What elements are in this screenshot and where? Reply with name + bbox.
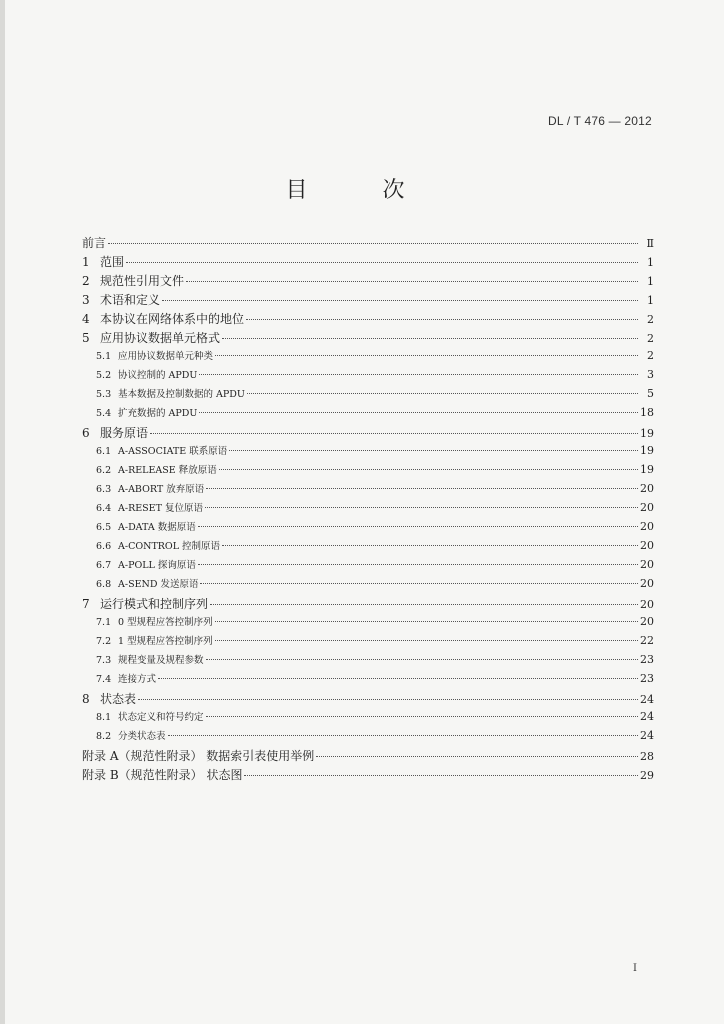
toc-entry[interactable] bbox=[82, 614, 654, 633]
toc-dot-leader bbox=[244, 774, 638, 776]
toc-dot-leader bbox=[215, 639, 638, 641]
toc-entry-page: 29 bbox=[640, 769, 654, 782]
toc-entry-label: 运行模式和控制序列 bbox=[100, 597, 209, 611]
toc-entry-page: 1 bbox=[647, 275, 654, 288]
toc-dot-leader bbox=[138, 698, 638, 700]
toc-entry-number: 6 bbox=[82, 426, 90, 440]
toc-entry-page: 3 bbox=[647, 368, 654, 381]
toc-entry-label: 0 型规程应答控制序列 bbox=[118, 617, 213, 628]
toc-dot-leader bbox=[222, 544, 638, 546]
toc-entry-page: 1 bbox=[647, 294, 654, 307]
toc-entry-label: 服务原语 bbox=[100, 426, 149, 440]
toc-entry[interactable] bbox=[82, 310, 654, 329]
toc-dot-leader bbox=[246, 318, 638, 320]
toc-entry-label: 协议控制的 APDU bbox=[118, 370, 198, 381]
toc-dot-leader bbox=[206, 487, 638, 489]
toc-dot-leader bbox=[199, 411, 638, 413]
toc-entry-page: 23 bbox=[640, 653, 654, 666]
toc-dot-leader bbox=[247, 392, 638, 394]
toc-entry[interactable] bbox=[82, 595, 654, 614]
toc-entry-number: 6.6 bbox=[96, 541, 112, 552]
toc-entry[interactable] bbox=[82, 272, 654, 291]
toc-entry[interactable] bbox=[82, 234, 654, 253]
toc-entry[interactable] bbox=[82, 576, 654, 595]
toc-entry-page: 20 bbox=[640, 482, 654, 495]
toc-entry[interactable] bbox=[82, 747, 654, 766]
toc-dot-leader bbox=[229, 449, 638, 451]
toc-dot-leader bbox=[316, 755, 638, 757]
toc-dot-leader bbox=[186, 280, 638, 282]
toc-entry[interactable] bbox=[82, 481, 654, 500]
toc-entry-number: 6.8 bbox=[96, 579, 112, 590]
toc-entry[interactable] bbox=[82, 500, 654, 519]
toc-dot-leader bbox=[158, 677, 638, 679]
toc-entry-number: 7.3 bbox=[96, 655, 112, 666]
toc-entry-page: 19 bbox=[640, 427, 654, 440]
toc-entry-label: 分类状态表 bbox=[118, 731, 166, 742]
toc-entry-label: 扩充数据的 APDU bbox=[118, 408, 198, 419]
toc-entry-page: 20 bbox=[640, 539, 654, 552]
toc-entry-page: Ⅱ bbox=[646, 237, 654, 250]
toc-entry-number: 7 bbox=[82, 597, 90, 611]
toc-entry[interactable] bbox=[82, 253, 654, 272]
scan-edge bbox=[0, 0, 5, 1024]
toc-entry-number: 5 bbox=[82, 331, 90, 345]
toc-entry-label: 状态表 bbox=[100, 692, 137, 706]
toc-entry-number: 6.2 bbox=[96, 465, 112, 476]
toc-entry[interactable] bbox=[82, 766, 654, 785]
table-of-contents bbox=[82, 234, 654, 785]
toc-entry-number: 6.3 bbox=[96, 484, 112, 495]
toc-entry-label: A-SEND 发送原语 bbox=[118, 579, 199, 590]
toc-entry-label: 状态定义和符号约定 bbox=[118, 712, 204, 723]
toc-entry-page: 19 bbox=[640, 444, 654, 457]
toc-entry-page: 20 bbox=[640, 520, 654, 533]
toc-dot-leader bbox=[219, 468, 638, 470]
toc-dot-leader bbox=[126, 261, 638, 263]
toc-entry-page: 18 bbox=[640, 406, 654, 419]
toc-entry-number: 3 bbox=[82, 293, 90, 307]
toc-entry-page: 20 bbox=[640, 598, 654, 611]
toc-dot-leader bbox=[198, 563, 638, 565]
toc-entry-label: A-RESET 复位原语 bbox=[118, 503, 203, 514]
toc-entry-label: 术语和定义 bbox=[100, 293, 161, 307]
toc-entry-number: 2 bbox=[82, 274, 90, 288]
toc-entry-number: 1 bbox=[82, 255, 90, 269]
toc-entry-label: 1 型规程应答控制序列 bbox=[118, 636, 213, 647]
toc-dot-leader bbox=[206, 715, 638, 717]
toc-dot-leader bbox=[215, 354, 638, 356]
toc-entry-number: 5.4 bbox=[96, 408, 112, 419]
toc-entry-label: 基本数据及控制数据的 APDU bbox=[118, 389, 245, 400]
toc-entry-label: 前言 bbox=[82, 236, 107, 250]
toc-dot-leader bbox=[108, 242, 638, 244]
toc-entry-page: 2 bbox=[647, 332, 654, 345]
toc-dot-leader bbox=[206, 658, 638, 660]
toc-entry-label: 连接方式 bbox=[118, 674, 157, 685]
toc-dot-leader bbox=[162, 299, 638, 301]
toc-dot-leader bbox=[168, 734, 638, 736]
toc-entry-page: 20 bbox=[640, 501, 654, 514]
toc-entry-number: 8.1 bbox=[96, 712, 112, 723]
toc-entry-page: 24 bbox=[640, 710, 654, 723]
toc-entry-number: 6.4 bbox=[96, 503, 112, 514]
toc-entry-number: 8 bbox=[82, 692, 90, 706]
toc-entry-page: 19 bbox=[640, 463, 654, 476]
toc-entry-page: 23 bbox=[640, 672, 654, 685]
toc-entry-label: A-RELEASE 释放原语 bbox=[118, 465, 217, 476]
toc-entry-number: 6.5 bbox=[96, 522, 112, 533]
toc-entry-number: 7.2 bbox=[96, 636, 112, 647]
toc-entry[interactable] bbox=[82, 329, 654, 348]
toc-entry-page: 20 bbox=[640, 558, 654, 571]
toc-entry[interactable] bbox=[82, 386, 654, 405]
toc-entry[interactable] bbox=[82, 424, 654, 443]
toc-dot-leader bbox=[210, 603, 638, 605]
toc-entry-label: A-POLL 探询原语 bbox=[118, 560, 196, 571]
toc-entry-number: 5.2 bbox=[96, 370, 112, 381]
document-id: DL / T 476 — 2012 bbox=[548, 114, 652, 128]
toc-entry-number: 7.1 bbox=[96, 617, 112, 628]
toc-entry[interactable] bbox=[82, 519, 654, 538]
toc-entry-page: 2 bbox=[647, 349, 654, 362]
toc-entry-page: 24 bbox=[640, 693, 654, 706]
toc-entry-label: 本协议在网络体系中的地位 bbox=[100, 312, 245, 326]
toc-entry-label: 应用协议数据单元种类 bbox=[118, 351, 214, 362]
toc-entry[interactable] bbox=[82, 728, 654, 747]
toc-dot-leader bbox=[150, 432, 638, 434]
toc-entry-number: 7.4 bbox=[96, 674, 112, 685]
toc-entry[interactable] bbox=[82, 671, 654, 690]
toc-entry-number: 5.1 bbox=[96, 351, 112, 362]
toc-entry-page: 24 bbox=[640, 729, 654, 742]
toc-dot-leader bbox=[199, 373, 638, 375]
toc-entry[interactable] bbox=[82, 690, 654, 709]
toc-dot-leader bbox=[205, 506, 638, 508]
toc-entry-number: 6.7 bbox=[96, 560, 112, 571]
toc-entry-label: 规范性引用文件 bbox=[100, 274, 185, 288]
toc-entry[interactable] bbox=[82, 405, 654, 424]
toc-entry-page: 5 bbox=[647, 387, 654, 400]
toc-dot-leader bbox=[198, 525, 638, 527]
page-title: 目 次 bbox=[285, 178, 439, 203]
toc-entry-page: 2 bbox=[647, 313, 654, 326]
toc-entry[interactable] bbox=[82, 348, 654, 367]
toc-entry-label: 规程变量及规程参数 bbox=[118, 655, 204, 666]
page-number: I bbox=[633, 963, 637, 974]
toc-entry-label: A-ASSOCIATE 联系原语 bbox=[118, 446, 228, 457]
toc-dot-leader bbox=[222, 337, 638, 339]
toc-entry[interactable] bbox=[82, 538, 654, 557]
toc-entry-label: 范围 bbox=[100, 255, 125, 269]
toc-entry[interactable] bbox=[82, 443, 654, 462]
toc-entry-label: 应用协议数据单元格式 bbox=[100, 331, 221, 345]
toc-dot-leader bbox=[200, 582, 638, 584]
toc-dot-leader bbox=[215, 620, 638, 622]
toc-entry[interactable] bbox=[82, 367, 654, 386]
toc-entry-page: 20 bbox=[640, 577, 654, 590]
toc-entry[interactable] bbox=[82, 652, 654, 671]
toc-entry-number: 6.1 bbox=[96, 446, 112, 457]
toc-entry-label: 附录 A（规范性附录） 数据索引表使用举例 bbox=[82, 749, 315, 763]
toc-entry-page: 20 bbox=[640, 615, 654, 628]
toc-entry[interactable] bbox=[82, 557, 654, 576]
toc-entry-number: 8.2 bbox=[96, 731, 112, 742]
toc-entry[interactable] bbox=[82, 709, 654, 728]
toc-entry[interactable] bbox=[82, 291, 654, 310]
toc-entry-page: 28 bbox=[640, 750, 654, 763]
toc-entry-page: 22 bbox=[640, 634, 654, 647]
toc-entry[interactable] bbox=[82, 633, 654, 652]
toc-entry-label: 附录 B（规范性附录） 状态图 bbox=[82, 768, 243, 782]
toc-entry[interactable] bbox=[82, 462, 654, 481]
toc-entry-label: A-DATA 数据原语 bbox=[118, 522, 196, 533]
toc-entry-label: A-ABORT 放弃原语 bbox=[118, 484, 205, 495]
toc-entry-number: 5.3 bbox=[96, 389, 112, 400]
toc-entry-number: 4 bbox=[82, 312, 90, 326]
toc-entry-page: 1 bbox=[647, 256, 654, 269]
toc-entry-label: A-CONTROL 控制原语 bbox=[118, 541, 221, 552]
